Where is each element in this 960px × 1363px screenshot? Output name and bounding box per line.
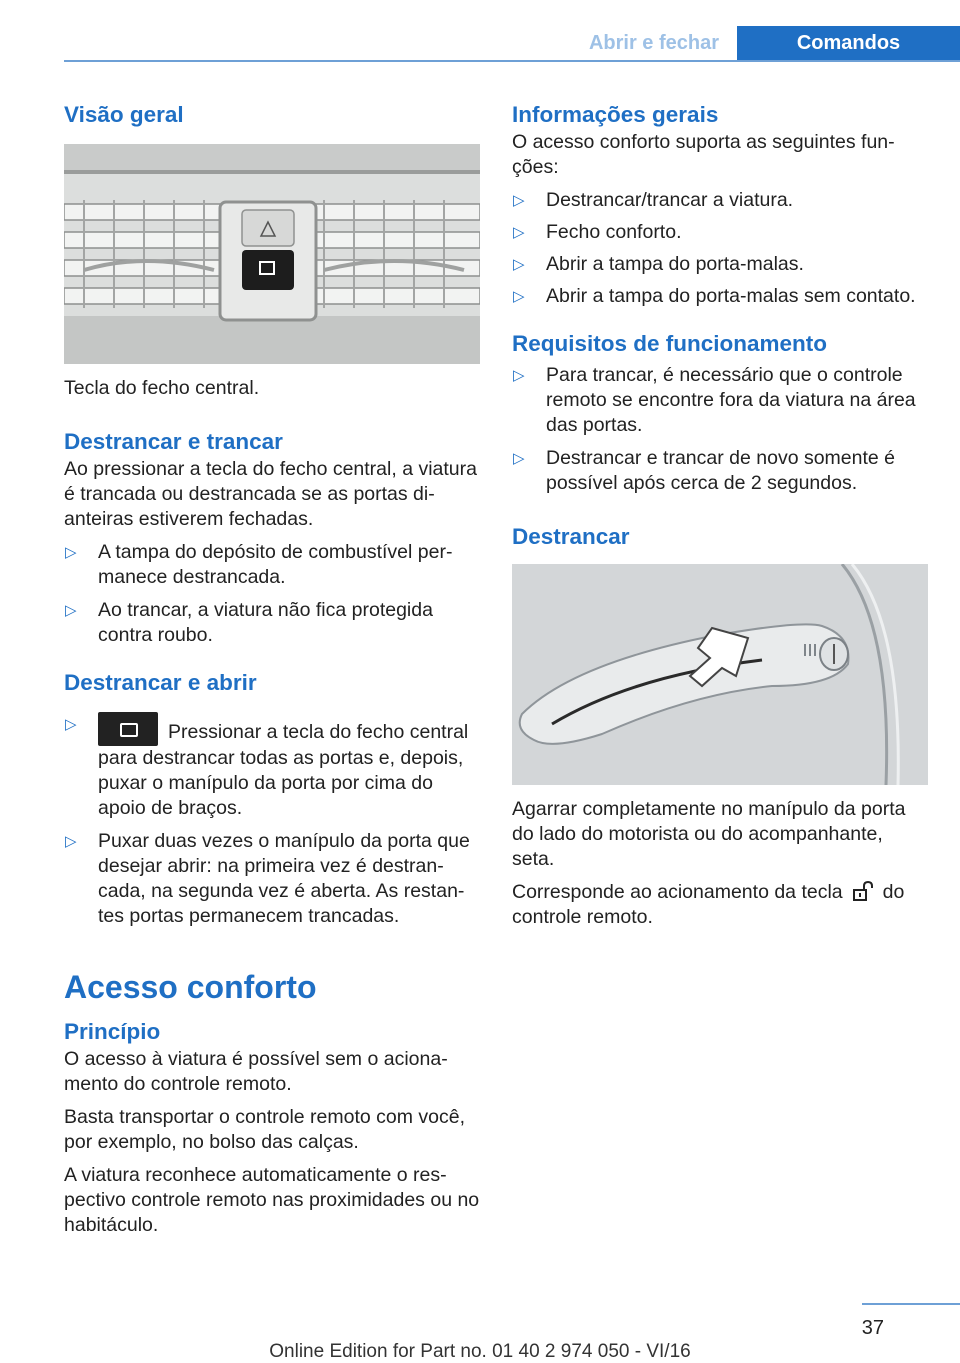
door-handle-image	[512, 564, 928, 785]
list-item: ▷ A tampa do depósito de combustível permanece destrancada.	[65, 541, 453, 588]
footer-rule	[862, 1303, 960, 1305]
unlock-correspondence: Corresponde ao acionamento da tecla do controle remoto.	[512, 881, 905, 928]
requirements-heading: Requisitos de funcionamento	[512, 331, 828, 356]
list-item: ▷ Abrir a tampa do porta-malas.	[513, 253, 804, 275]
triangle-right-icon: ▷	[513, 192, 525, 209]
principle-paragraph-1: O acesso à viatura é possível sem o acionamento do controle remoto.	[64, 1048, 448, 1095]
open-heading: Destrancar e abrir	[64, 670, 257, 695]
right-column	[512, 100, 928, 930]
triangle-right-icon: ▷	[513, 256, 525, 273]
header-rule	[64, 60, 960, 62]
overview-heading: Visão geral	[64, 102, 184, 127]
principle-paragraph-2: Basta transportar o controle remoto com você, por exemplo, no bolso das calças.	[64, 1106, 466, 1153]
central-lock-image	[64, 144, 480, 364]
overview-caption: Tecla do fecho central.	[64, 377, 260, 399]
comfort-heading: Acesso conforto	[64, 969, 317, 1005]
list-item: ▷ Abrir a tampa do porta-malas sem contato.	[513, 285, 916, 307]
car-door-lock-icon	[98, 712, 158, 746]
list-item: ▷ Fecho conforto.	[513, 221, 682, 243]
lock-heading: Destrancar e trancar	[64, 429, 283, 454]
triangle-right-icon: ▷	[65, 716, 77, 733]
list-item: ▷ Ao trancar, a viatura não fica protegida contra roubo.	[65, 599, 433, 646]
left-column	[64, 100, 480, 1238]
info-paragraph: O acesso conforto suporta as seguintes funções:	[512, 131, 895, 178]
page-number: 37	[861, 1317, 884, 1339]
triangle-right-icon: ▷	[513, 224, 525, 241]
list-item: ▷ Para trancar, é necessário que o controle remoto se encontre fora da viatura na área das portas.	[513, 364, 916, 436]
triangle-right-icon: ▷	[65, 602, 77, 619]
list-item: ▷ Puxar duas vezes o manípulo da porta que desejar abrir: na primeira vez é destrancada, na segunda vez é aberta. As restantes portas permanecem trancadas.	[65, 830, 470, 927]
unlock-caption: Agarrar completamente no manípulo da porta do lado do motorista ou do acompanhante, seta.	[512, 798, 906, 870]
principle-heading: Princípio	[64, 1019, 161, 1044]
triangle-right-icon: ▷	[65, 833, 77, 850]
info-heading: Informações gerais	[512, 102, 719, 127]
principle-paragraph-3: A viatura reconhece automaticamente o respectivo controle remoto nas proximidades ou no habitáculo.	[64, 1164, 480, 1236]
edition-footer: Online Edition for Part no. 01 40 2 974 050 - VI/16	[269, 1341, 691, 1362]
open-padlock-icon	[851, 881, 875, 901]
triangle-right-icon: ▷	[513, 450, 525, 467]
unlock-heading: Destrancar	[512, 524, 630, 549]
list-item: ▷ Destrancar e trancar de novo somente é possível após cerca de 2 segundos.	[513, 447, 896, 494]
triangle-right-icon: ▷	[513, 367, 525, 384]
triangle-right-icon: ▷	[65, 544, 77, 561]
chapter-tab: Comandos	[737, 26, 960, 62]
list-item: ▷ Pressionar a tecla do fecho central para destrancar todas as portas e, depois, puxar o manípulo da porta por cima do apoio de braços.	[64, 704, 480, 821]
list-item: ▷ Destrancar/trancar a viatura.	[513, 189, 794, 211]
triangle-right-icon: ▷	[513, 288, 525, 305]
section-tab: Abrir e fechar	[588, 32, 720, 54]
lock-paragraph: Ao pressionar a tecla do fecho central, a viatura é trancada ou destrancada se as portas dianteiras estiverem fechadas.	[64, 458, 477, 530]
